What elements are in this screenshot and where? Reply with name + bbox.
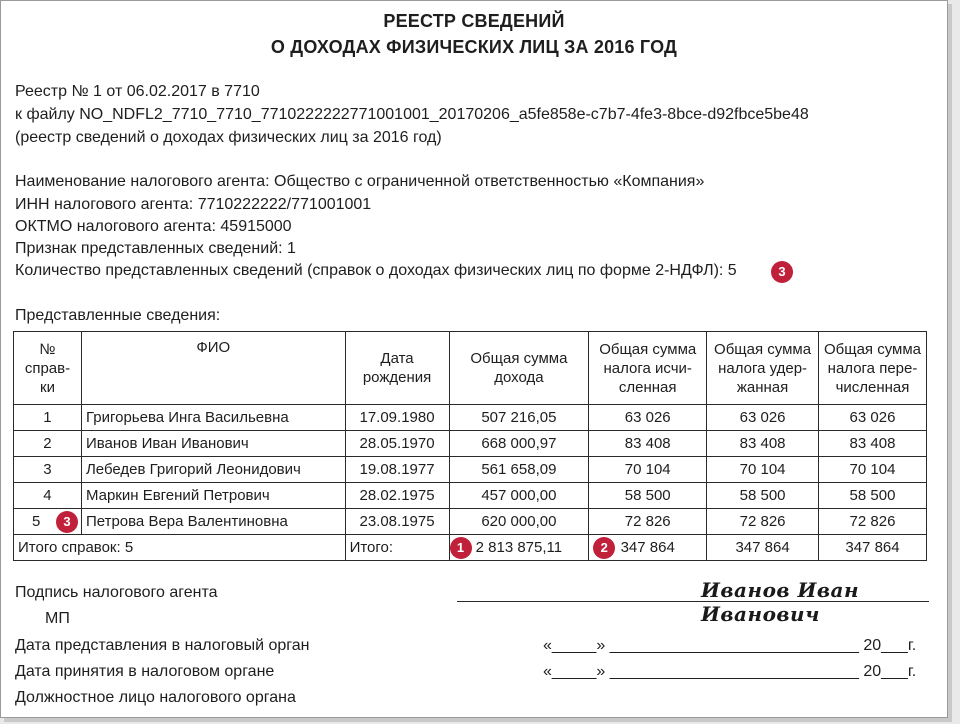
accept-date-label: Дата принятия в налоговом органе	[15, 663, 275, 680]
agent-oktmo: ОКТМО налогового агента: 45915000	[15, 218, 292, 235]
cell-tax-paid: 72 826	[819, 509, 927, 535]
cell-tax-calculated: 70 104	[589, 457, 707, 483]
table-header-row	[14, 332, 927, 405]
header-tax-paid: Общая сумма налога пере- численная	[819, 332, 927, 405]
cell-fio: Иванов Иван Иванович	[81, 431, 345, 457]
cell-dob: 23.08.1975	[345, 509, 449, 535]
table-row	[14, 457, 927, 483]
header-fio: ФИО	[81, 332, 345, 405]
stamp-mp: МП	[45, 610, 70, 627]
cell-dob: 17.09.1980	[345, 405, 449, 431]
header-income: Общая сумма дохода	[449, 332, 589, 405]
table-row	[14, 509, 927, 535]
official-label: Должностное лицо налогового органа	[15, 689, 296, 706]
total-income: 1 2 813 875,11	[449, 535, 589, 561]
callout-badge-2: 2	[593, 537, 615, 559]
accept-date-field: «_____» ____________________________ 20___г.	[543, 663, 917, 680]
header-num: № справ- ки	[14, 332, 82, 405]
cell-num: 3	[14, 457, 82, 483]
document-title-line2: О ДОХОДАХ ФИЗИЧЕСКИХ ЛИЦ ЗА 2016 ГОД	[270, 37, 678, 57]
cell-num: 2	[14, 431, 82, 457]
cell-income: 668 000,97	[449, 431, 589, 457]
cell-tax-calculated: 58 500	[589, 483, 707, 509]
submit-date-label: Дата представления в налоговый орган	[15, 637, 310, 654]
table-row	[14, 431, 927, 457]
cell-fio: Маркин Евгений Петрович	[81, 483, 345, 509]
header-tax-withheld: Общая сумма налога удер- жанная	[707, 332, 819, 405]
document-title-line1: РЕЕСТР СВЕДЕНИЙ	[383, 11, 565, 31]
cell-tax-withheld: 63 026	[707, 405, 819, 431]
cell-tax-calculated: 72 826	[589, 509, 707, 535]
cell-tax-paid: 58 500	[819, 483, 927, 509]
callout-badge-3-table: 3	[56, 511, 78, 533]
cell-fio: Лебедев Григорий Леонидович	[81, 457, 345, 483]
info-sign: Признак представленных сведений: 1	[15, 240, 296, 257]
cell-income: 620 000,00	[449, 509, 589, 535]
total-label: Итого:	[345, 535, 449, 561]
cell-fio: Григорьева Инга Васильевна	[81, 405, 345, 431]
cell-tax-paid: 83 408	[819, 431, 927, 457]
total-tax-paid: 347 864	[819, 535, 927, 561]
cell-num: 5 3	[14, 509, 82, 535]
cell-tax-calculated: 83 408	[589, 431, 707, 457]
cell-tax-withheld: 83 408	[707, 431, 819, 457]
info-count: Количество представленных сведений (справок о доходах физических лиц по форме 2-НДФЛ): 5	[15, 262, 737, 279]
registry-description: (реестр сведений о доходах физических лиц за 2016 год)	[15, 129, 442, 146]
registry-file: к файлу NO_NDFL2_7710_7710_7710222222771001001_20170206_a5fe858e-c7b7-4fe3-8bce-d92fbce5be48	[15, 106, 809, 123]
header-tax-calculated: Общая сумма налога исчи- сленная	[589, 332, 707, 405]
registry-table	[13, 331, 927, 561]
callout-badge-1: 1	[450, 537, 472, 559]
total-count: Итого справок: 5	[14, 535, 346, 561]
table-row	[14, 483, 927, 509]
signature-label: Подпись налогового агента	[15, 584, 218, 601]
cell-income: 561 658,09	[449, 457, 589, 483]
cell-tax-paid: 70 104	[819, 457, 927, 483]
cell-num: 4	[14, 483, 82, 509]
cell-fio: Петрова Вера Валентиновна	[81, 509, 345, 535]
agent-name: Наименование налогового агента: Общество с ограниченной ответственностью «Компания»	[15, 173, 705, 190]
callout-badge-3: 3	[771, 261, 793, 283]
cell-tax-withheld: 72 826	[707, 509, 819, 535]
total-tax-calculated: 2 347 864	[589, 535, 707, 561]
agent-inn: ИНН налогового агента: 7710222222/771001001	[15, 196, 372, 213]
cell-num: 1	[14, 405, 82, 431]
cell-tax-calculated: 63 026	[589, 405, 707, 431]
header-dob: Дата рождения	[345, 332, 449, 405]
submit-date-field: «_____» ____________________________ 20___г.	[543, 637, 917, 654]
cell-income: 457 000,00	[449, 483, 589, 509]
cell-dob: 28.02.1975	[345, 483, 449, 509]
agent-signature: Иванов Иван Иванович	[701, 578, 860, 626]
table-total-row	[14, 535, 927, 561]
cell-dob: 28.05.1970	[345, 431, 449, 457]
registry-number: Реестр № 1 от 06.02.2017 в 7710	[15, 83, 260, 100]
table-caption: Представленные сведения:	[15, 307, 221, 324]
cell-dob: 19.08.1977	[345, 457, 449, 483]
cell-tax-withheld: 58 500	[707, 483, 819, 509]
cell-tax-paid: 63 026	[819, 405, 927, 431]
table-row	[14, 405, 927, 431]
cell-income: 507 216,05	[449, 405, 589, 431]
cell-tax-withheld: 70 104	[707, 457, 819, 483]
total-tax-withheld: 347 864	[707, 535, 819, 561]
